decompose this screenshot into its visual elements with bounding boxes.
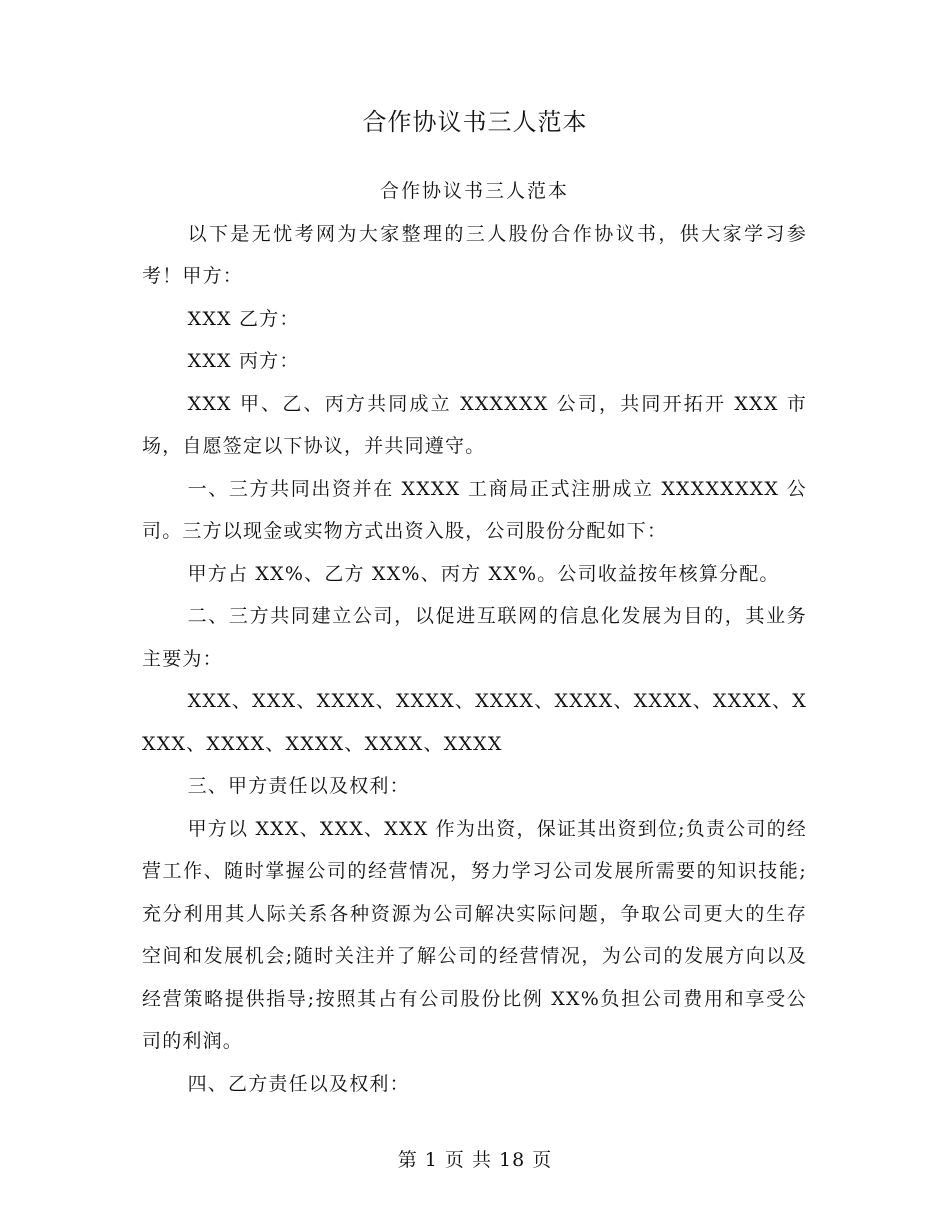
paragraph-intro: 以下是无忧考网为大家整理的三人股份合作协议书，供大家学习参考！甲方： <box>142 222 807 287</box>
paragraph-agreement: XXX 甲、乙、丙方共同成立 XXXXXX 公司，共同开拓开 XXX 市场，自愿签定以下协议，并共同遵守。 <box>142 392 807 457</box>
document-title: 合作协议书三人范本 <box>362 108 588 136</box>
paragraph-party-c: XXX 丙方： <box>187 350 300 372</box>
paragraph-party-b: XXX 乙方： <box>187 307 300 330</box>
paragraph-clause-1: 一、三方共同出资并在 XXXX 工商局正式注册成立 XXXXXXXX 公司。三方以现金或实物方式出资入股，公司股份分配如下： <box>142 477 807 542</box>
document-subtitle: 合作协议书三人范本 <box>379 180 569 202</box>
paragraph-business-list: XXX、XXX、XXXX、XXXX、XXXX、XXXX、XXXX、XXXX、XXXX、XXXX、XXXX、XXXX、XXXX <box>142 690 807 755</box>
paragraph-clause-4: 四、乙方责任以及权利： <box>187 1072 410 1095</box>
paragraph-share-allocation: 甲方占 XX%、乙方 XX%、丙方 XX%。公司收益按年核算分配。 <box>187 562 780 585</box>
paragraph-clause-2: 二、三方共同建立公司，以促进互联网的信息化发展为目的，其业务主要为： <box>142 605 807 670</box>
paragraph-clause-3: 三、甲方责任以及权利： <box>187 775 410 797</box>
page-footer: 第 1 页 共 18 页 <box>397 1149 553 1171</box>
paragraph-party-a-duties: 甲方以 XXX、XXX、XXX 作为出资，保证其出资到位;负责公司的经营工作、随时掌握公司的经营情况，努力学习公司发展所需要的知识技能;充分利用其人际关系各种资源为公司解决实际问题，争取公司更大的生存空间和发展机会;随时关注并了解公司的经营情况，为公司的发展方向以及经营策略提供指导;按照其占有公司股份比例 XX%负担公司费用和享受公司的利润。 <box>142 817 807 1052</box>
document-body <box>142 170 807 1105</box>
